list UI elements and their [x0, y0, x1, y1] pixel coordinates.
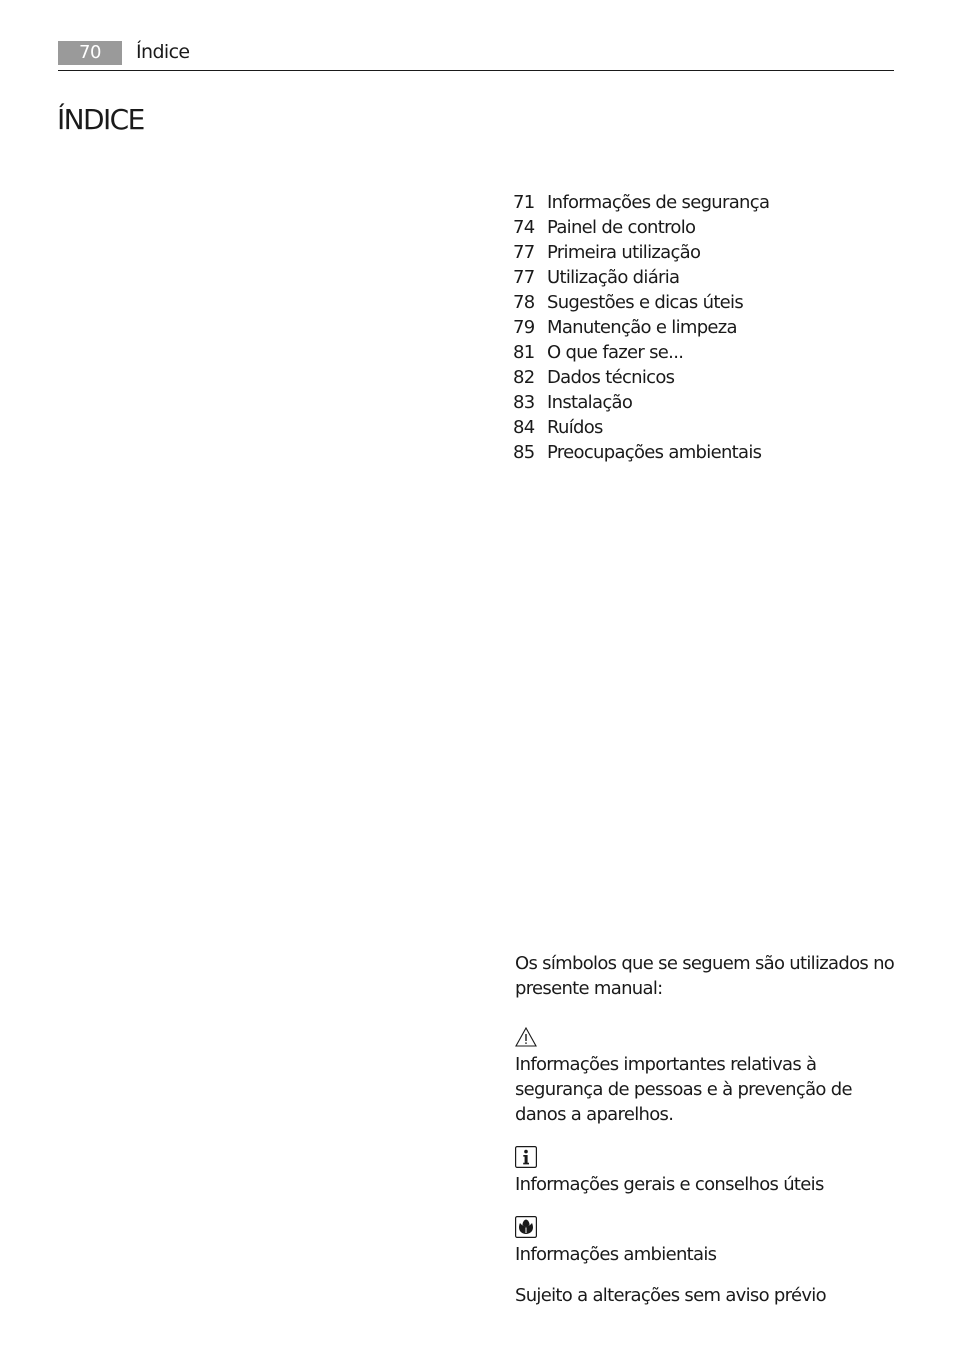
toc-item-noises[interactable]	[513, 415, 893, 440]
toc-item-control-panel[interactable]	[513, 215, 893, 240]
toc-item-hints-tips[interactable]	[513, 290, 893, 315]
toc-item-care-cleaning[interactable]	[513, 315, 893, 340]
toc-page-number: 82	[513, 367, 535, 388]
toc-label: Informações de segurança	[547, 192, 770, 213]
page-number: 70	[58, 41, 122, 65]
table-of-contents	[513, 190, 893, 465]
toc-item-troubleshooting[interactable]	[513, 340, 893, 365]
toc-label: Sugestões e dicas úteis	[547, 292, 744, 313]
toc-page-number: 74	[513, 217, 535, 238]
toc-page-number: 81	[513, 342, 535, 363]
toc-label: Ruídos	[547, 417, 603, 438]
toc-page-number: 84	[513, 417, 535, 438]
toc-label: Manutenção e limpeza	[547, 317, 737, 338]
toc-item-safety[interactable]	[513, 190, 893, 215]
toc-item-daily-use[interactable]	[513, 265, 893, 290]
warning-text: Informações importantes relativas à segurança de pessoas e à prevenção de danos a aparelhos.	[515, 1054, 852, 1125]
toc-item-environment[interactable]	[513, 440, 893, 465]
warning-triangle-icon	[515, 1026, 537, 1048]
page-title: ÍNDICE	[57, 103, 144, 136]
toc-page-number: 78	[513, 292, 535, 313]
toc-label: O que fazer se...	[547, 342, 684, 363]
toc-page-number: 77	[513, 267, 535, 288]
header-section-title: Índice	[136, 41, 190, 63]
toc-label: Painel de controlo	[547, 217, 696, 238]
toc-item-first-use[interactable]	[513, 240, 893, 265]
toc-label: Utilização diária	[547, 267, 680, 288]
toc-page-number: 83	[513, 392, 535, 413]
toc-page-number: 85	[513, 442, 535, 463]
toc-label: Dados técnicos	[547, 367, 675, 388]
toc-label: Primeira utilização	[547, 242, 701, 263]
symbols-intro: Os símbolos que se seguem são utilizados no presente manual:	[515, 953, 895, 999]
toc-item-installation[interactable]	[513, 390, 893, 415]
toc-page-number: 79	[513, 317, 535, 338]
symbols-section	[515, 951, 895, 1001]
toc-item-technical-data[interactable]	[513, 365, 893, 390]
info-text: Informações gerais e conselhos úteis	[515, 1174, 824, 1195]
toc-label: Preocupações ambientais	[547, 442, 762, 463]
header-divider	[58, 70, 894, 71]
toc-label: Instalação	[547, 392, 633, 413]
toc-page-number: 77	[513, 242, 535, 263]
page-header	[58, 40, 894, 72]
environment-icon	[515, 1216, 537, 1238]
environment-text: Informações ambientais	[515, 1244, 717, 1265]
info-icon	[515, 1146, 537, 1168]
toc-page-number: 71	[513, 192, 535, 213]
change-notice: Sujeito a alterações sem aviso prévio	[515, 1285, 826, 1306]
